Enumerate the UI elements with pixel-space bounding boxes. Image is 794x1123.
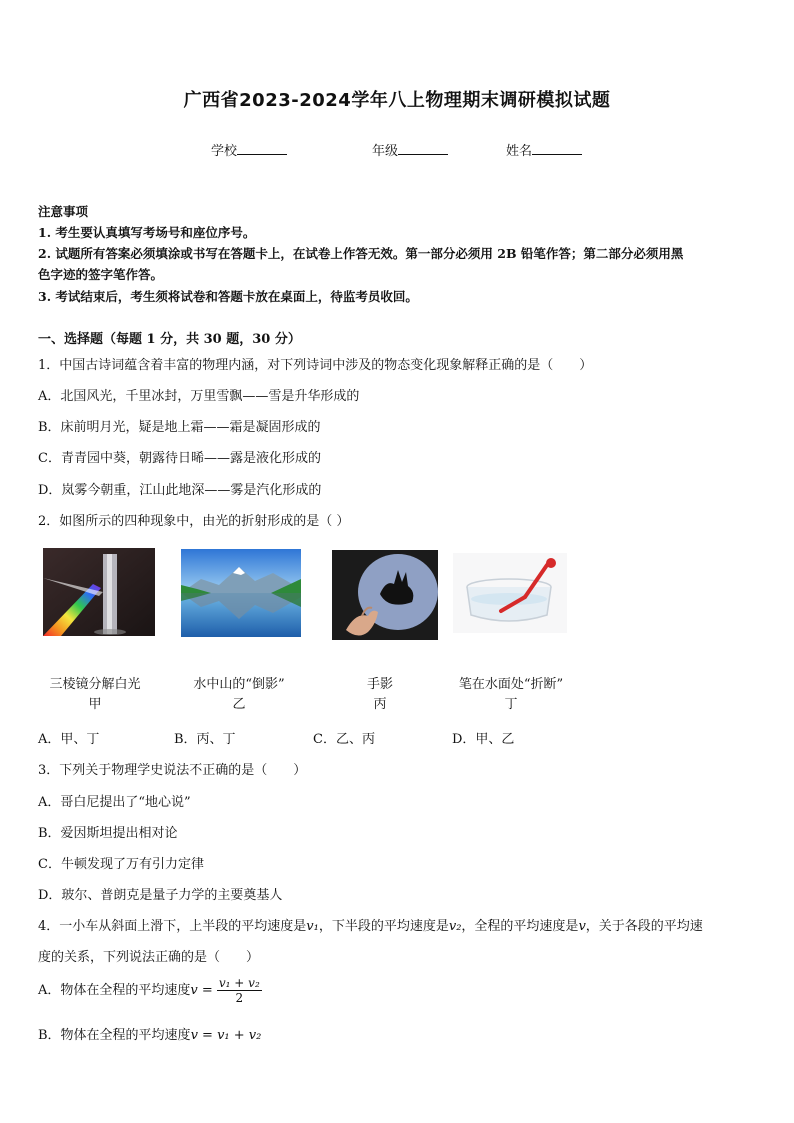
q3-option-a: A．哥白尼提出了“地心说” [38, 795, 191, 810]
pencil-in-water-image [453, 553, 567, 633]
mountain-reflection-image [181, 549, 301, 637]
notice-item: 色字迹的签字笔作答。 [38, 267, 164, 282]
q4-option-a [38, 976, 262, 1005]
hand-shadow-image [332, 550, 438, 640]
q2-option-a: A．甲、丁 [38, 732, 100, 747]
q1-option-a: A．北国风光，千里冰封，万里雪飘——雪是升华形成的 [38, 389, 360, 404]
grade-blank[interactable] [398, 142, 448, 155]
q4-var-v: v [578, 919, 586, 934]
q2-option-b: B．丙、丁 [174, 732, 236, 747]
q3-option-c: C．牛顿发现了万有引力定律 [38, 857, 204, 872]
q2-option-c: C．乙、丙 [313, 732, 375, 747]
school-field [211, 140, 287, 159]
q4-stem-part: ，全程的平均速度是 [461, 919, 579, 934]
figure-caption-ding: 笔在水面处“折断” [458, 677, 564, 692]
fraction-numerator: v₁ + v₂ [218, 976, 260, 990]
q3-option-d: D．玻尔、普朗克是量子力学的主要奠基人 [38, 888, 283, 903]
q4-stem-part: ，关于各段的平均速 [585, 919, 703, 934]
q2-option-d: D．甲、乙 [452, 732, 515, 747]
q4-option-a-fraction [217, 976, 262, 1005]
notice-item: 2. 试题所有答案必须填涂或书写在答题卡上，在试卷上作答无效。第一部分必须用 2B 铅笔作答；第二部分必须用黑 [38, 246, 684, 261]
school-label: 学校 [211, 144, 238, 159]
name-blank[interactable] [532, 142, 582, 155]
q4-stem-part: 4．一小车从斜面上滑下，上半段的平均速度是 [38, 919, 307, 934]
figure-caption-jia: 三棱镜分解白光 [49, 677, 141, 692]
q4-option-a-text: A．物体在全程的平均速度 [38, 983, 191, 998]
figure-caption-bing: 手影 [366, 677, 393, 692]
name-field [506, 140, 582, 159]
question-3-stem: 3．下列关于物理学史说法不正确的是（ ） [38, 763, 307, 778]
section-heading: 一、选择题（每题 1 分，共 30 题，30 分） [38, 332, 301, 347]
grade-field [372, 140, 448, 159]
figure-caption-yi: 水中山的“倒影” [193, 677, 285, 692]
question-2-stem: 2．如图所示的四种现象中，由光的折射形成的是（ ） [38, 514, 350, 529]
q4-stem-part: ，下半段的平均速度是 [318, 919, 449, 934]
q4-var-v1: v₁ [306, 919, 319, 934]
q1-option-d: D．岚雾今朝重，江山此地深——雾是汽化形成的 [38, 483, 322, 498]
q1-option-b: B．床前明月光，疑是地上霜——霜是凝固形成的 [38, 420, 321, 435]
figure-label-bing: 丙 [373, 697, 387, 712]
question-4-stem [38, 915, 703, 934]
page-title: 广西省2023-2024学年八上物理期末调研模拟试题 [183, 90, 611, 111]
question-1-stem: 1．中国古诗词蕴含着丰富的物理内涵，对下列诗词中涉及的物态变化现象解释正确的是（ ） [38, 358, 593, 373]
prism-image [43, 548, 155, 636]
q4-var-v2: v₂ [448, 919, 462, 934]
figure-label-ding: 丁 [504, 697, 518, 712]
fraction-denominator: 2 [235, 991, 244, 1005]
school-blank[interactable] [237, 142, 287, 155]
notice-item: 3. 考试结束后，考生须将试卷和答题卡放在桌面上，待监考员收回。 [38, 289, 418, 304]
q4-option-a-lhs: v = [190, 983, 213, 998]
question-4-stem-line2: 度的关系，下列说法正确的是（ ） [38, 950, 260, 965]
figure-label-jia: 甲 [88, 697, 102, 712]
name-label: 姓名 [506, 144, 533, 159]
notice-heading: 注意事项 [38, 204, 89, 219]
figure-label-yi: 乙 [232, 697, 246, 712]
q4-option-b-text: B．物体在全程的平均速度 [38, 1028, 191, 1043]
q4-option-b [38, 1024, 261, 1043]
q1-option-c: C．青青园中葵，朝露待日晞——露是液化形成的 [38, 451, 321, 466]
notice-item: 1. 考生要认真填写考场号和座位序号。 [38, 225, 256, 240]
grade-label: 年级 [372, 144, 399, 159]
q4-option-b-formula: v = v₁ + v₂ [190, 1028, 262, 1043]
q3-option-b: B．爱因斯坦提出相对论 [38, 826, 178, 841]
